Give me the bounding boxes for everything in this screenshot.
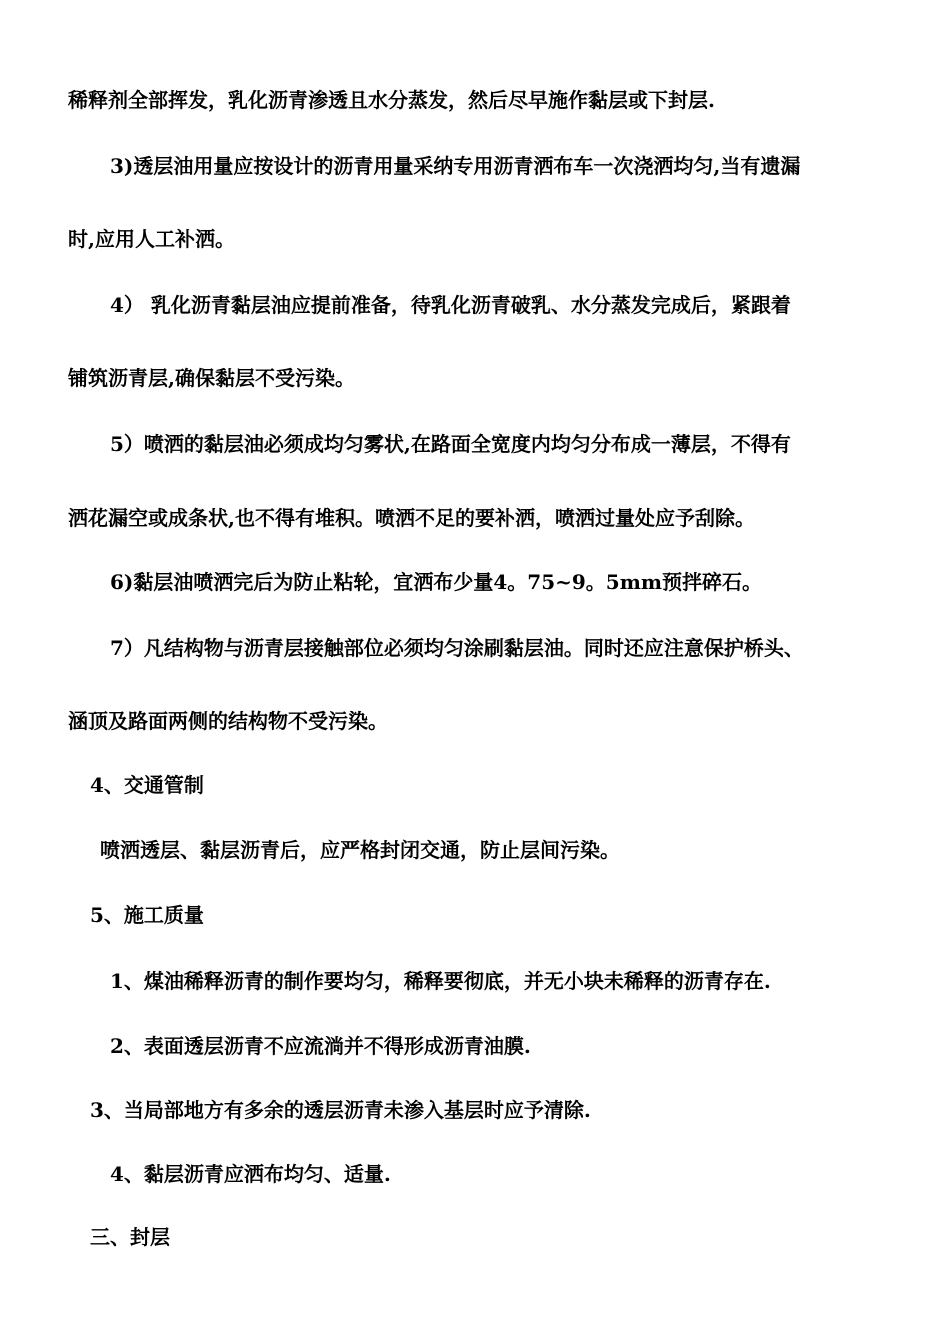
text-line-2: 时,应用人工补洒。 [68,227,235,251]
text-line-0: 稀释剂全部挥发，乳化沥青渗透且水分蒸发，然后尽早施作黏层或下封层. [68,88,715,112]
text-line-6: 洒花漏空或成条状,也不得有堆积。喷洒不足的要补洒，喷洒过量处应予刮除。 [68,506,755,530]
text-line-3: 4） 乳化沥青黏层油应提前准备，待乳化沥青破乳、水分蒸发完成后，紧跟着 [110,293,791,317]
text-line-15: 3、当局部地方有多余的透层沥青未渗入基层时应予清除. [90,1098,591,1122]
text-line-8: 7）凡结构物与沥青层接触部位必须均匀涂刷黏层油。同时还应注意保护桥头、 [110,636,804,660]
text-line-13: 1、煤油稀释沥青的制作要均匀，稀释要彻底，并无小块未稀释的沥青存在. [110,969,771,993]
text-line-11: 喷洒透层、黏层沥青后，应严格封闭交通，防止层间污染。 [100,838,620,862]
text-line-9: 涵顶及路面两侧的结构物不受污染。 [68,709,388,733]
section-heading-traffic: 4、交通管制 [90,773,204,797]
text-line-7: 6)黏层油喷洒完后为防止粘轮，宜洒布少量4。75~9。5mm预拌碎石。 [110,570,763,594]
text-line-16: 4、黏层沥青应洒布均匀、适量. [110,1162,391,1186]
text-line-5: 5）喷洒的黏层油必须成均匀雾状,在路面全宽度内均匀分布成一薄层，不得有 [110,432,791,456]
section-heading-quality: 5、施工质量 [90,903,204,927]
text-line-4: 铺筑沥青层,确保黏层不受污染。 [68,366,355,390]
text-line-14: 2、表面透层沥青不应流淌并不得形成沥青油膜. [110,1034,531,1058]
text-line-1: 3)透层油用量应按设计的沥青用量采纳专用沥青洒布车一次浇洒均匀,当有遗漏 [110,154,801,178]
section-heading-seal: 三、封层 [90,1225,170,1249]
